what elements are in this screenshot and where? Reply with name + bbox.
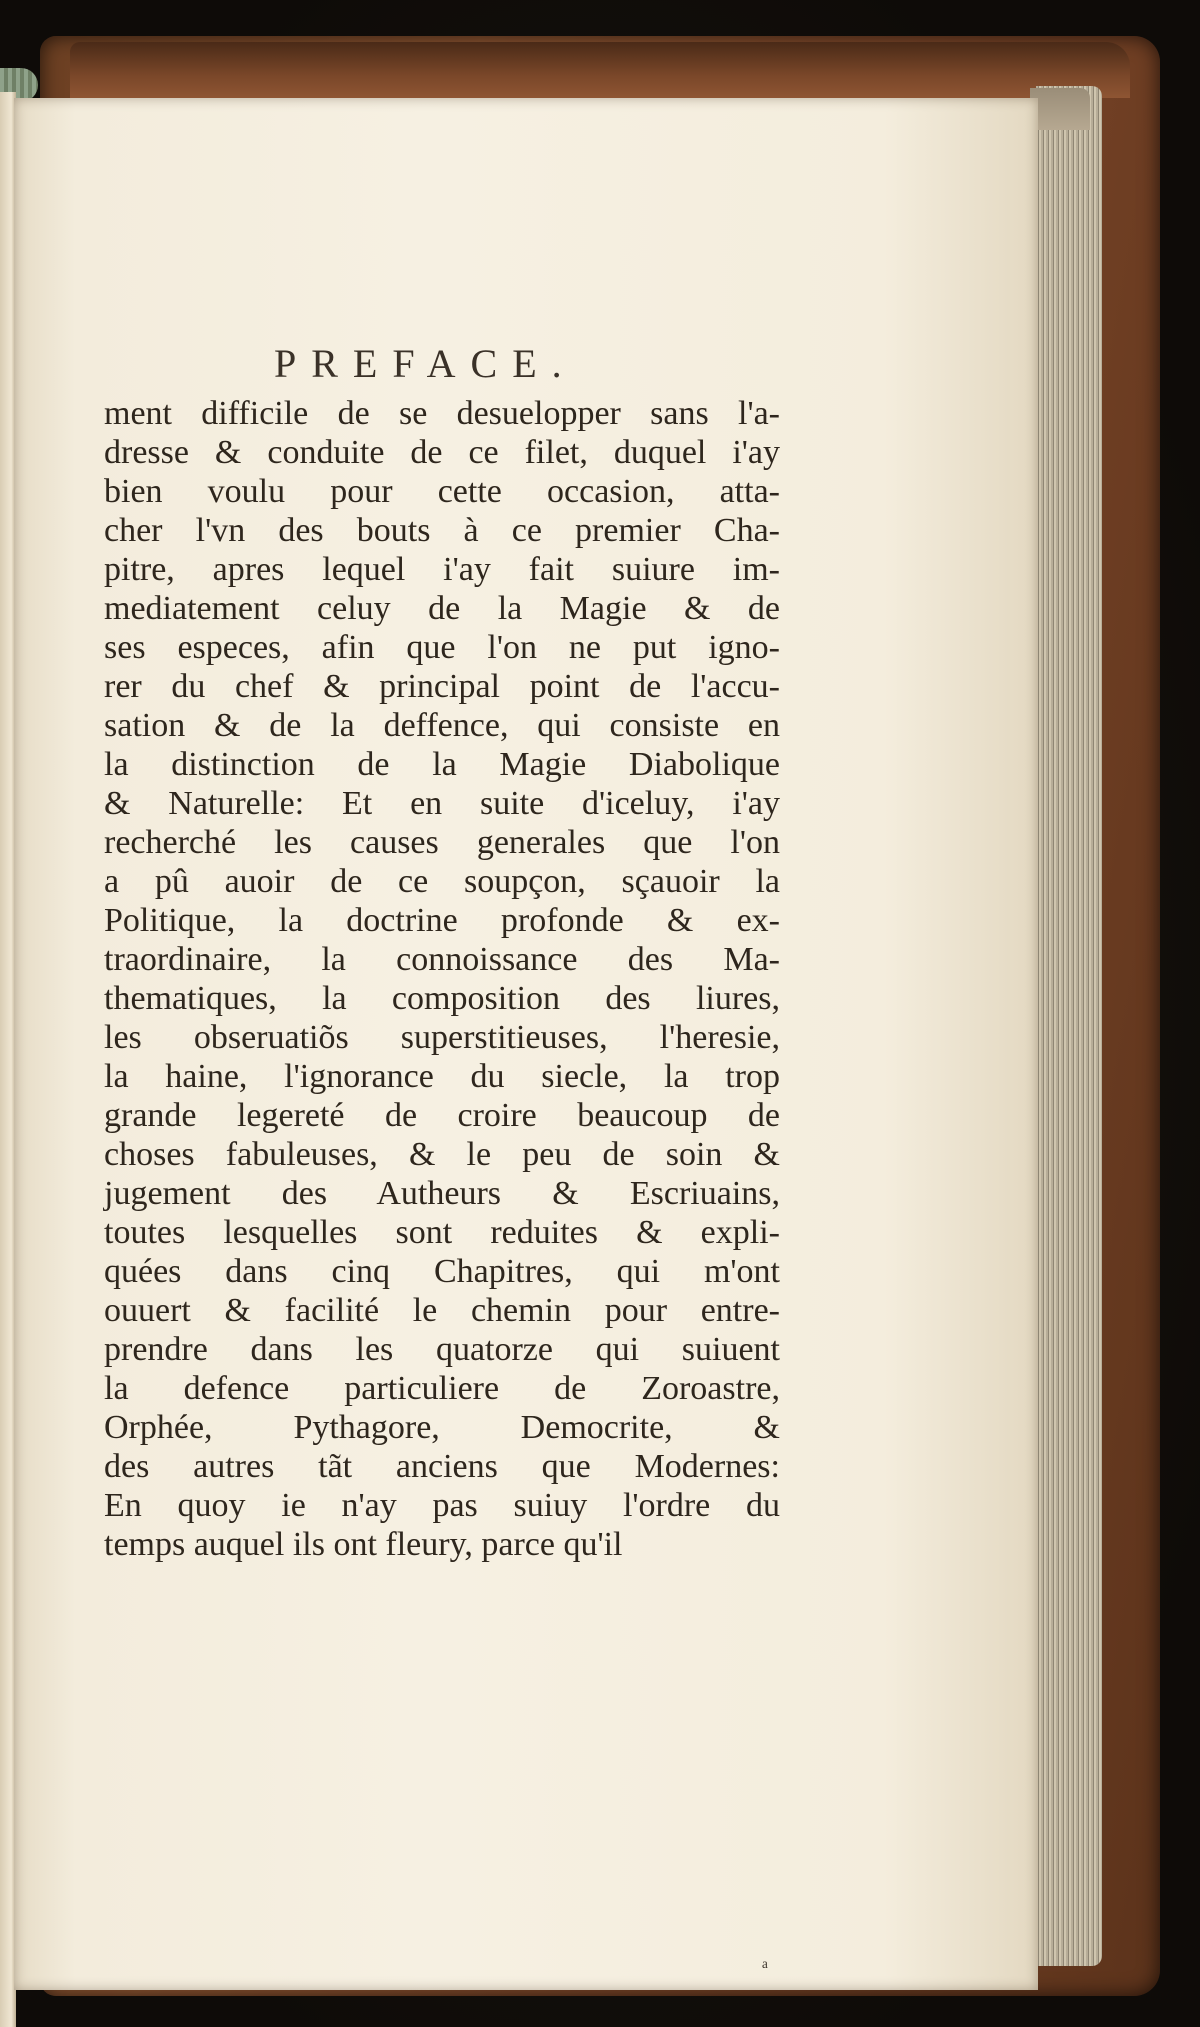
- text-line: bien voulu pour cette occasion, atta-: [104, 473, 780, 510]
- text-line: les obseruatiõs superstitieuses, l'heresie,: [104, 1019, 780, 1056]
- running-head: PREFACE.: [274, 341, 577, 386]
- text-line: rer du chef & principal point de l'accu-: [104, 668, 780, 705]
- binding-top-edge: [70, 42, 1130, 98]
- text-line: la distinction de la Magie Diabolique: [104, 746, 780, 783]
- text-line: choses fabuleuses, & le peu de soin &: [104, 1136, 780, 1173]
- text-line: toutes lesquelles sont reduites & expli-: [104, 1214, 780, 1251]
- text-line: sation & de la deffence, qui consiste en: [104, 707, 780, 744]
- text-line: des autres tãt anciens que Modernes:: [104, 1448, 780, 1485]
- text-line: traordinaire, la connoissance des Ma-: [104, 941, 780, 978]
- text-line: dresse & conduite de ce filet, duquel i'ay: [104, 434, 780, 471]
- text-line: ses especes, afin que l'on ne put igno-: [104, 629, 780, 666]
- text-line: & Naturelle: Et en suite d'iceluy, i'ay: [104, 785, 780, 822]
- page-block-top-edge: [1030, 88, 1090, 130]
- text-line: Orphée, Pythagore, Democrite, &: [104, 1409, 780, 1446]
- book-page: [14, 98, 1038, 1990]
- text-line: recherché les causes generales que l'on: [104, 824, 780, 861]
- text-line: la defence particuliere de Zoroastre,: [104, 1370, 780, 1407]
- signature-mark: ᵃ: [762, 1954, 769, 1979]
- text-line: thematiques, la composition des liures,: [104, 980, 780, 1017]
- text-line: Politique, la doctrine profonde & ex-: [104, 902, 780, 939]
- page-block-fore-edge: [1036, 86, 1102, 1966]
- text-line: pitre, apres lequel i'ay fait suiure im-: [104, 551, 780, 588]
- text-line: ouuert & facilité le chemin pour entre-: [104, 1292, 780, 1329]
- text-line: mediatement celuy de la Magie & de: [104, 590, 780, 627]
- text-line: temps auquel ils ont fleury, parce qu'il: [104, 1526, 623, 1563]
- text-line: prendre dans les quatorze qui suiuent: [104, 1331, 780, 1368]
- text-line: cher l'vn des bouts à ce premier Cha-: [104, 512, 780, 549]
- text-line: En quoy ie n'ay pas suiuy l'ordre du: [104, 1487, 780, 1524]
- text-line: grande legereté de croire beaucoup de: [104, 1097, 780, 1134]
- text-line: a pû auoir de ce soupçon, sçauoir la: [104, 863, 780, 900]
- text-line: ment difficile de se desuelopper sans l'a-: [104, 395, 780, 432]
- text-line: jugement des Autheurs & Escriuains,: [104, 1175, 780, 1212]
- text-line: la haine, l'ignorance du siecle, la trop: [104, 1058, 780, 1095]
- text-line: quées dans cinq Chapitres, qui m'ont: [104, 1253, 780, 1290]
- page-text-block: [104, 334, 780, 1564]
